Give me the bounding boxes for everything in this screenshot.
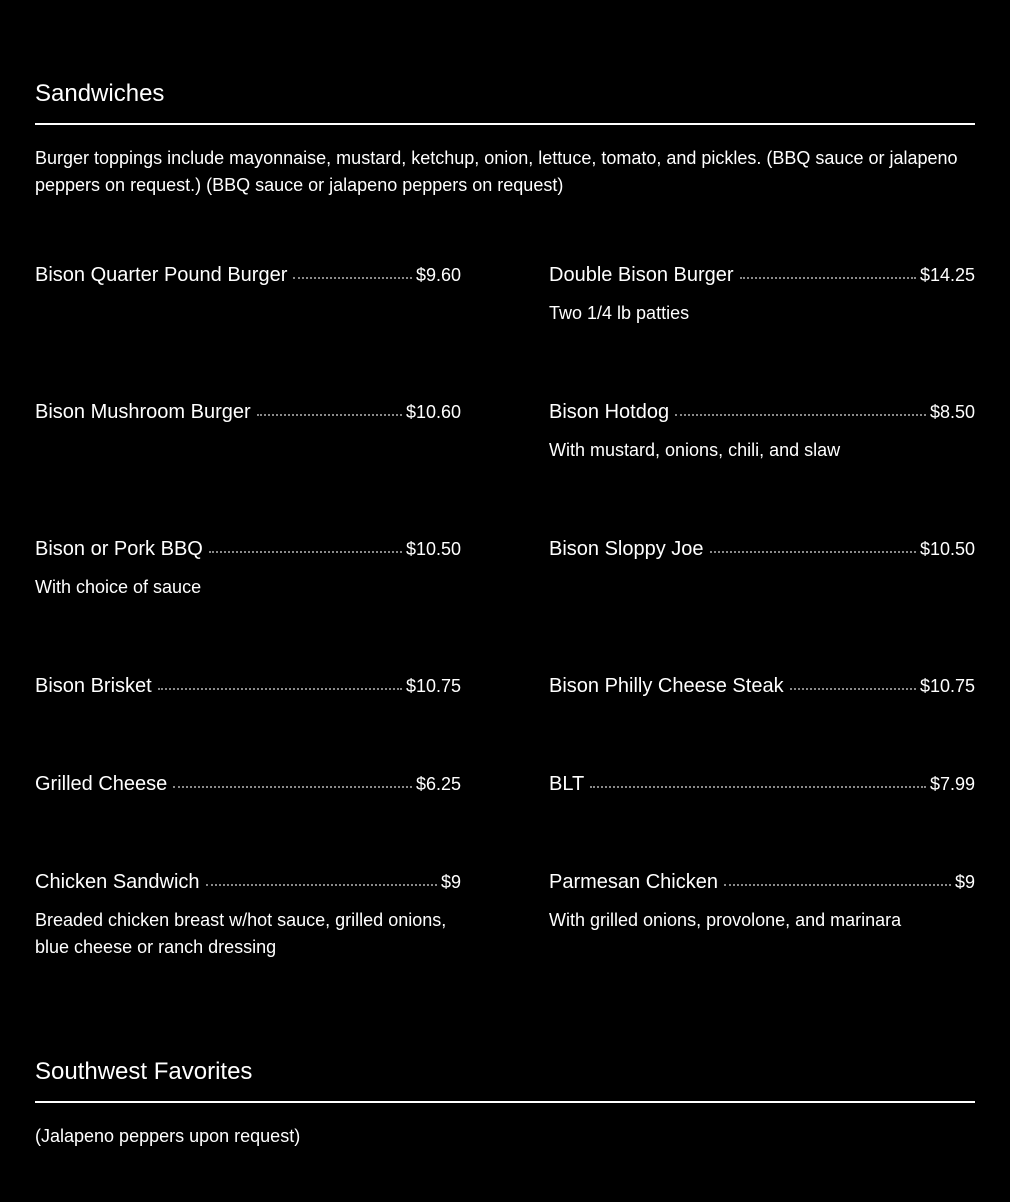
- item-name: Bison Quarter Pound Burger: [35, 264, 288, 286]
- item-name: Bison or Pork BBQ: [35, 538, 203, 560]
- item-name: Bison Sloppy Joe: [549, 538, 704, 560]
- item-name: Grilled Cheese: [35, 773, 168, 795]
- dot-leader: [590, 786, 926, 788]
- menu-item: [549, 868, 975, 934]
- item-price: $14.25: [919, 265, 975, 285]
- menu-item: [549, 770, 975, 798]
- section-title: Sandwiches: [35, 80, 165, 107]
- dot-leader: [206, 884, 437, 886]
- section-note: (Jalapeno peppers upon request): [35, 1126, 301, 1146]
- menu-item: [549, 261, 975, 327]
- item-price: $9: [954, 872, 975, 892]
- item-name: Double Bison Burger: [549, 264, 734, 286]
- dot-leader: [790, 688, 916, 690]
- item-name: Bison Hotdog: [549, 401, 670, 423]
- item-price: $10.60: [405, 402, 461, 422]
- item-description: With choice of sauce: [35, 577, 202, 597]
- dot-leader: [209, 551, 402, 553]
- menu-item: [35, 398, 461, 426]
- item-price: $6.25: [415, 774, 461, 794]
- menu-item: [35, 770, 461, 798]
- item-price: $7.99: [929, 774, 975, 794]
- menu-item: [35, 261, 461, 289]
- dot-leader: [257, 414, 402, 416]
- item-name: Bison Philly Cheese Steak: [549, 675, 784, 697]
- item-price: $9.60: [415, 265, 461, 285]
- section-divider: [35, 1101, 975, 1103]
- menu-item: [549, 672, 975, 700]
- menu-item: [35, 868, 461, 961]
- item-description: With mustard, onions, chili, and slaw: [549, 440, 841, 460]
- dot-leader: [710, 551, 916, 553]
- item-price: $9: [440, 872, 461, 892]
- menu-item: [35, 535, 461, 601]
- dot-leader: [740, 277, 916, 279]
- item-price: $8.50: [929, 402, 975, 422]
- dot-leader: [675, 414, 926, 416]
- item-description: With grilled onions, provolone, and marinara: [549, 910, 902, 930]
- item-name: Bison Mushroom Burger: [35, 401, 251, 423]
- item-price: $10.50: [919, 539, 975, 559]
- item-price: $10.75: [919, 676, 975, 696]
- item-name: BLT: [549, 773, 585, 795]
- section-title: Southwest Favorites: [35, 1058, 253, 1085]
- section-note: Burger toppings include mayonnaise, mustard, ketchup, onion, lettuce, tomato, and pickles. (BBQ sauce or jalapeno peppers on request.) (BBQ sauce or jalapeno peppers on request): [35, 148, 958, 195]
- item-name: Parmesan Chicken: [549, 871, 718, 893]
- dot-leader: [173, 786, 412, 788]
- item-description: Two 1/4 lb patties: [549, 303, 690, 323]
- section-divider: [35, 123, 975, 125]
- item-name: Chicken Sandwich: [35, 871, 200, 893]
- item-price: $10.75: [405, 676, 461, 696]
- item-description: Breaded chicken breast w/hot sauce, grilled onions, blue cheese or ranch dressing: [35, 910, 447, 957]
- dot-leader: [293, 277, 412, 279]
- menu-item: [549, 398, 975, 464]
- item-price: $10.50: [405, 539, 461, 559]
- dot-leader: [158, 688, 402, 690]
- dot-leader: [724, 884, 951, 886]
- item-name: Bison Brisket: [35, 675, 152, 697]
- menu-item: [35, 672, 461, 700]
- menu-item: [549, 535, 975, 563]
